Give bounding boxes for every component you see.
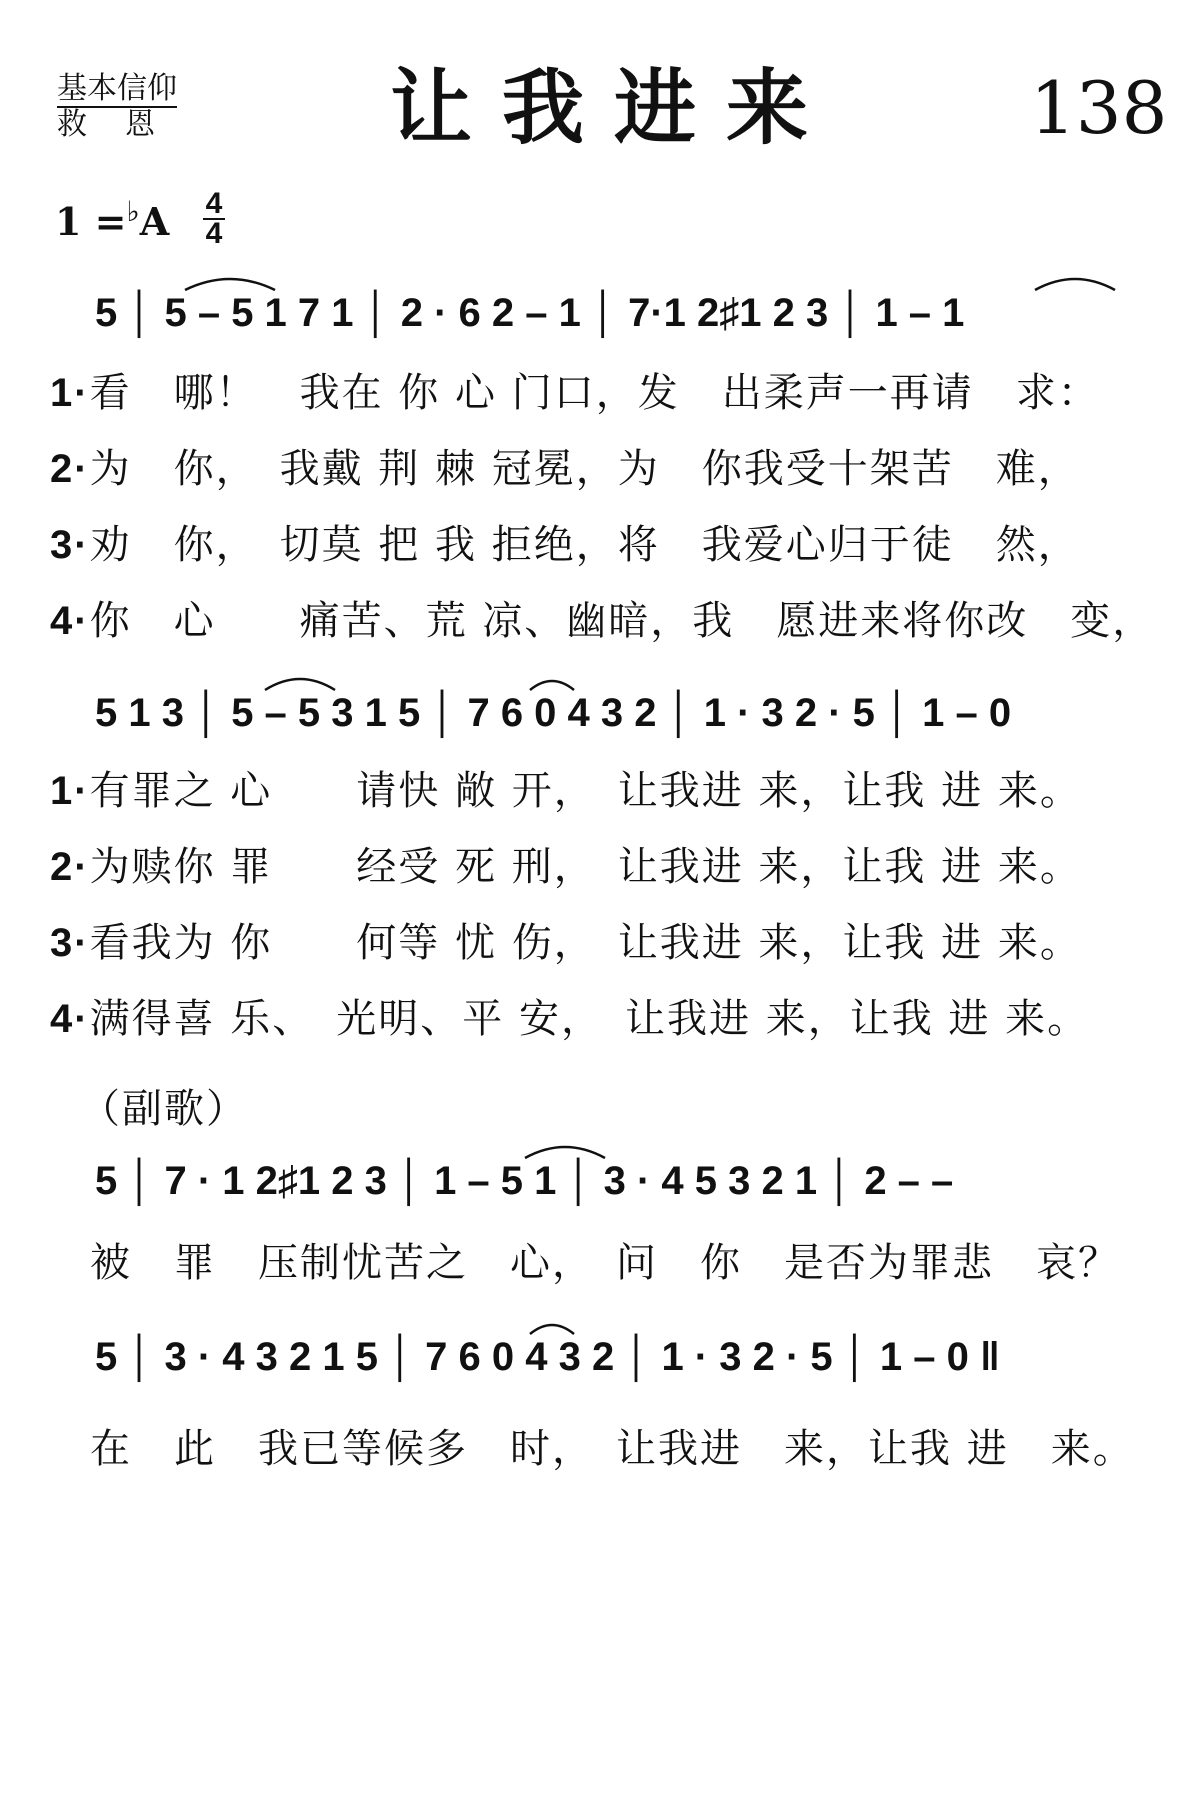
lyric-line xyxy=(50,370,1100,416)
lyric-line xyxy=(50,446,1080,492)
lyric-line xyxy=(50,598,1154,644)
lyric-line xyxy=(50,768,1082,814)
notation-line-1: 5 │ 5 – 5 1 7 1 │ 2 · 6 2 – 1 │ 7·1 2♯1 2 3 │ 1 – 1 xyxy=(95,291,965,335)
verse-number: 3· xyxy=(50,921,90,965)
time-signature xyxy=(203,187,225,250)
verse-number: 4· xyxy=(50,599,90,643)
chorus-lyric-line-2: 在 此 我已等候多 时， 让我进 来，让我 进 来。 xyxy=(90,1426,1135,1472)
hymn-title: 让我进来 xyxy=(390,60,839,156)
slur xyxy=(1035,279,1115,290)
lyric-text: 满得喜 乐、 光明、平 安， 让我进 来，让我 进 来。 xyxy=(89,996,1090,1042)
chorus-lyric-line-1: 被 罪 压制忧苦之 心， 问 你 是否为罪悲 哀？ xyxy=(90,1240,1120,1286)
verse-number: 4· xyxy=(50,997,90,1041)
lyric-text: 看我为 你 何等 忧 伤， 让我进 来，让我 进 来。 xyxy=(89,920,1082,966)
slur xyxy=(265,679,335,690)
key-signature xyxy=(55,195,169,244)
notation-line-2: 5 1 3 │ 5 – 5 3 1 5 │ 7 6 0 4 3 2 │ 1 · 3 2 · 5 │ 1 – 0 xyxy=(95,691,1012,735)
verse-number: 1· xyxy=(50,769,90,813)
flat-sign: ♭ xyxy=(126,195,140,228)
lyric-text: 劝 你， 切莫 把 我 拒绝，将 我爱心归于徒 然， xyxy=(89,522,1080,568)
hymn-number: 138 xyxy=(1030,66,1168,150)
lyric-text: 你 心 痛苦、荒 凉、幽暗，我 愿进来将你改 变， xyxy=(89,598,1155,644)
verse-number: 2· xyxy=(50,845,90,889)
slur xyxy=(530,1325,574,1334)
slur xyxy=(530,681,574,690)
lyric-text: 有罪之 心 请快 敞 开， 让我进 来，让我 进 来。 xyxy=(89,768,1082,814)
lyric-line xyxy=(50,996,1089,1042)
lyric-line xyxy=(50,844,1082,890)
lyric-text: 为赎你 罪 经受 死 刑， 让我进 来，让我 进 来。 xyxy=(89,844,1082,890)
key-note: A xyxy=(139,199,170,244)
slur xyxy=(525,1147,605,1158)
verse-number: 2· xyxy=(50,447,90,491)
lyric-line xyxy=(50,920,1082,966)
key-prefix: 1 = xyxy=(55,199,127,244)
lyric-line xyxy=(50,522,1080,568)
chorus-notation-line-1: 5 │ 7 · 1 2♯1 2 3 │ 1 – 5 1 │ 3 · 4 5 3 2 1 │ 2 – – xyxy=(95,1159,954,1203)
category-top: 基本信仰 xyxy=(57,71,177,106)
verse-number: 3· xyxy=(50,523,90,567)
chorus-label: （副歌） xyxy=(80,1086,248,1132)
chorus-notation-line-2: 5 │ 3 · 4 3 2 1 5 │ 7 6 0 4 3 2 │ 1 · 3 2 · 5 │ 1 – 0 ‖ xyxy=(95,1335,1000,1379)
verse-number: 1· xyxy=(50,371,90,415)
lyric-text: 看 哪！ 我在 你 心 门口，发 出柔声一再请 求： xyxy=(89,370,1100,416)
slur xyxy=(185,279,275,290)
time-denominator: 4 xyxy=(203,218,225,248)
lyric-text: 为 你， 我戴 荆 棘 冠冕，为 你我受十架苦 难， xyxy=(89,446,1080,492)
time-numerator: 4 xyxy=(205,187,223,220)
category-bottom: 救恩 xyxy=(57,107,193,142)
